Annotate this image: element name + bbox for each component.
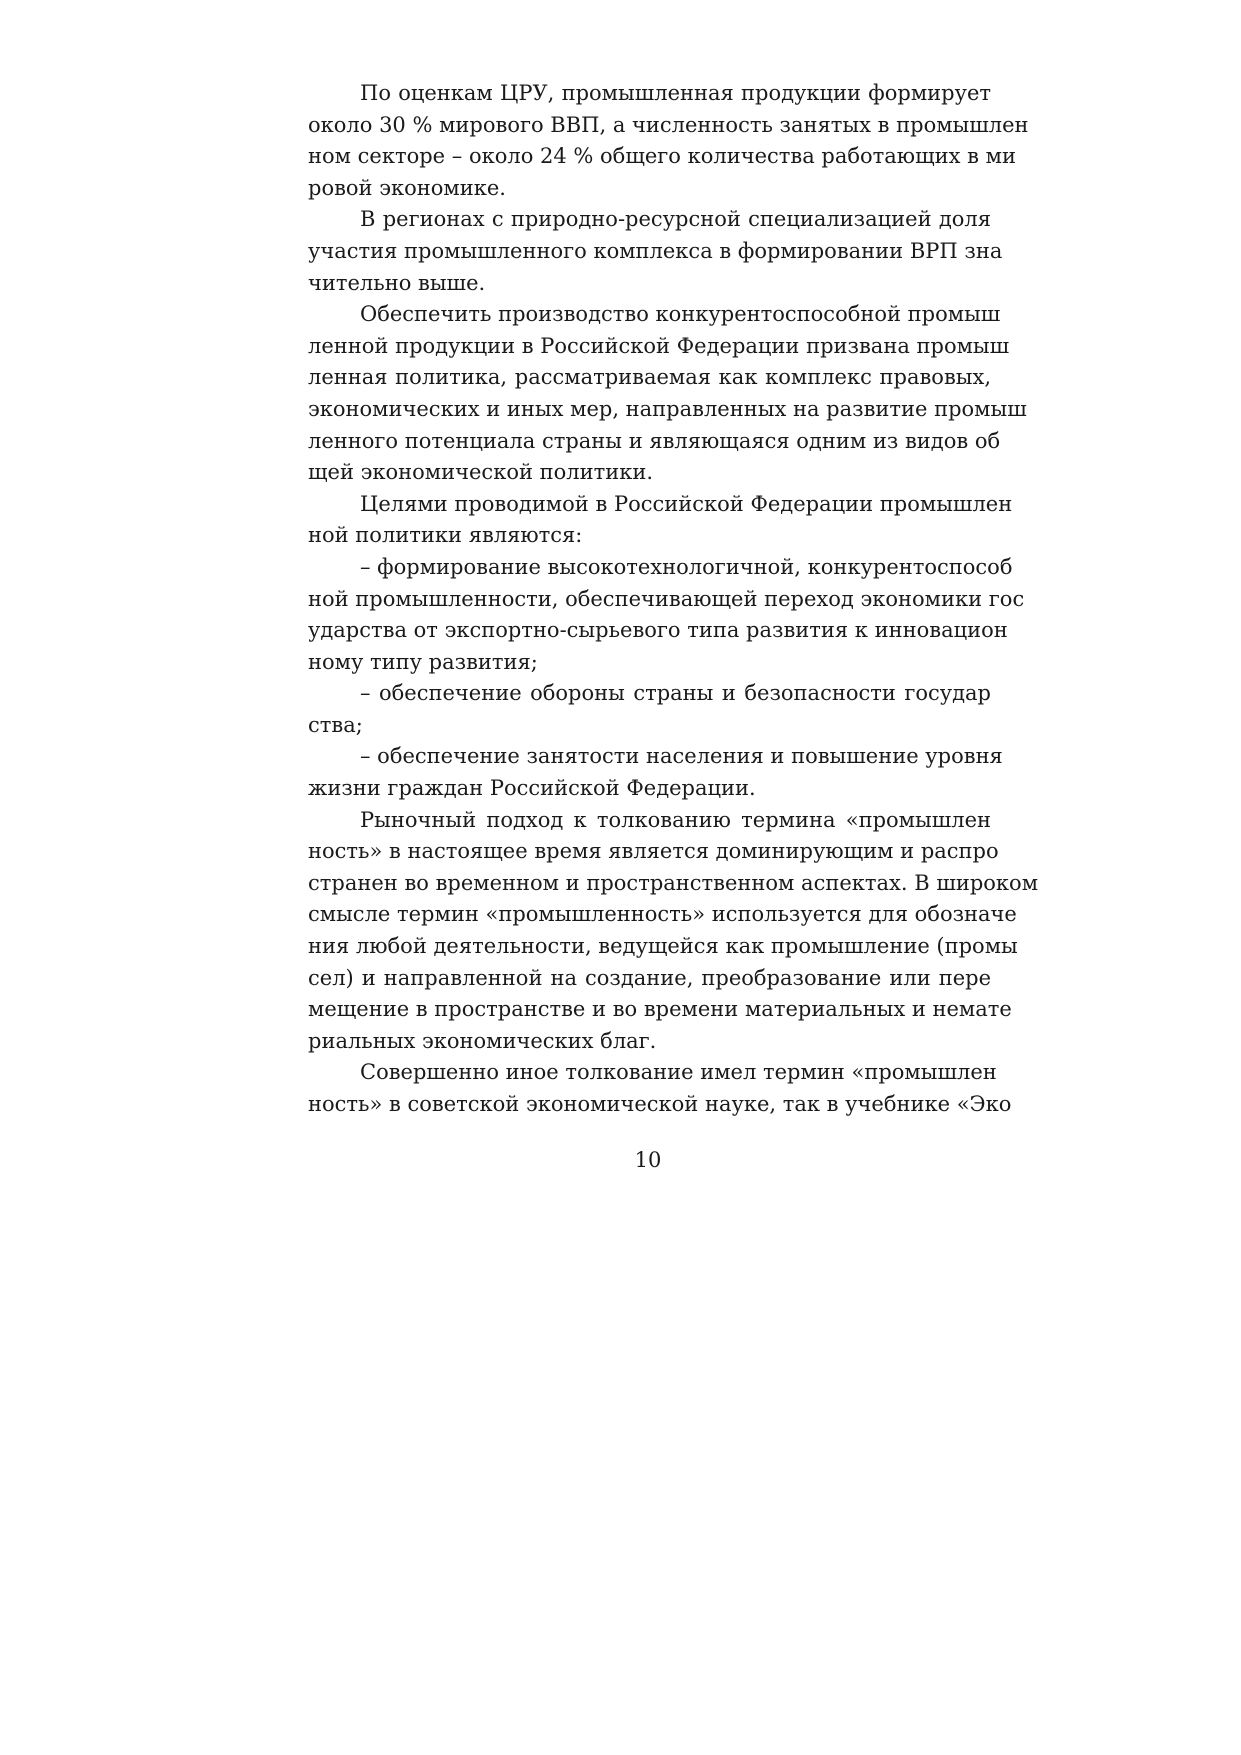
text-line: ной промышленности, обеспечивающей переход экономики гос	[308, 586, 1025, 611]
text-line: странен во временном и пространственном аспектах. В широком	[308, 870, 1039, 895]
text-line: смысле термин «промышленность» используется для обозначе	[308, 902, 1017, 927]
text-line: сел) и направленной на создание, преобразование или пере	[308, 965, 991, 990]
text-line: ударства от экспортно-сырьевого типа развития к инновацион	[308, 618, 1008, 643]
text-line: Рыночный подход к толкованию термина «промышлен	[360, 807, 991, 832]
text-line: ной политики являются:	[308, 523, 583, 548]
text-line: ства;	[308, 712, 363, 737]
text-line: экономических и иных мер, направленных на развитие промыш	[308, 396, 1027, 421]
text-line: – формирование высокотехнологичной, конкурентоспособ	[360, 554, 1013, 579]
text-line: ность» в настоящее время является доминирующим и распро	[308, 839, 999, 864]
text-line: ленной продукции в Российской Федерации призвана промыш	[308, 333, 1010, 358]
text-line: ном секторе – около 24 % общего количества работающих в ми	[308, 144, 1016, 169]
text-line: Обеспечить производство конкурентоспособной промыш	[360, 302, 1001, 327]
text-line: ния любой деятельности, ведущейся как промышление (промы	[308, 934, 1018, 959]
text-line: ленная политика, рассматриваемая как комплекс правовых,	[308, 365, 991, 390]
text-line: чительно выше.	[308, 270, 486, 295]
text-line: щей экономической политики.	[308, 460, 654, 485]
text-line: ность» в советской экономической науке, так в учебнике «Эко	[308, 1092, 1012, 1116]
text-line: жизни граждан Российской Федерации.	[308, 776, 756, 801]
body-text	[308, 78, 1039, 1121]
text-line: По оценкам ЦРУ, промышленная продукции формирует	[360, 81, 991, 105]
text-line: Целями проводимой в Российской Федерации промышлен	[360, 491, 1013, 516]
text-line: риальных экономических благ.	[308, 1028, 657, 1053]
text-line: ленного потенциала страны и являющаяся одним из видов об	[308, 428, 1001, 453]
text-line: Совершенно иное толкование имел термин «промышлен	[360, 1060, 997, 1085]
text-line: около 30 % мирового ВВП, а численность занятых в промышлен	[308, 112, 1029, 137]
page-number: 10	[634, 1148, 662, 1172]
text-line: мещение в пространстве и во времени материальных и немате	[308, 997, 1012, 1022]
text-line: – обеспечение занятости населения и повышение уровня	[360, 744, 1003, 769]
text-line: В регионах с природно-ресурсной специализацией доля	[360, 207, 991, 232]
text-line: участия промышленного комплекса в формировании ВРП зна	[308, 238, 1003, 263]
text-line: ному типу развития;	[308, 649, 538, 674]
text-line: ровой экономике.	[308, 175, 506, 200]
text-line: – обеспечение обороны страны и безопасности государ	[360, 681, 991, 706]
